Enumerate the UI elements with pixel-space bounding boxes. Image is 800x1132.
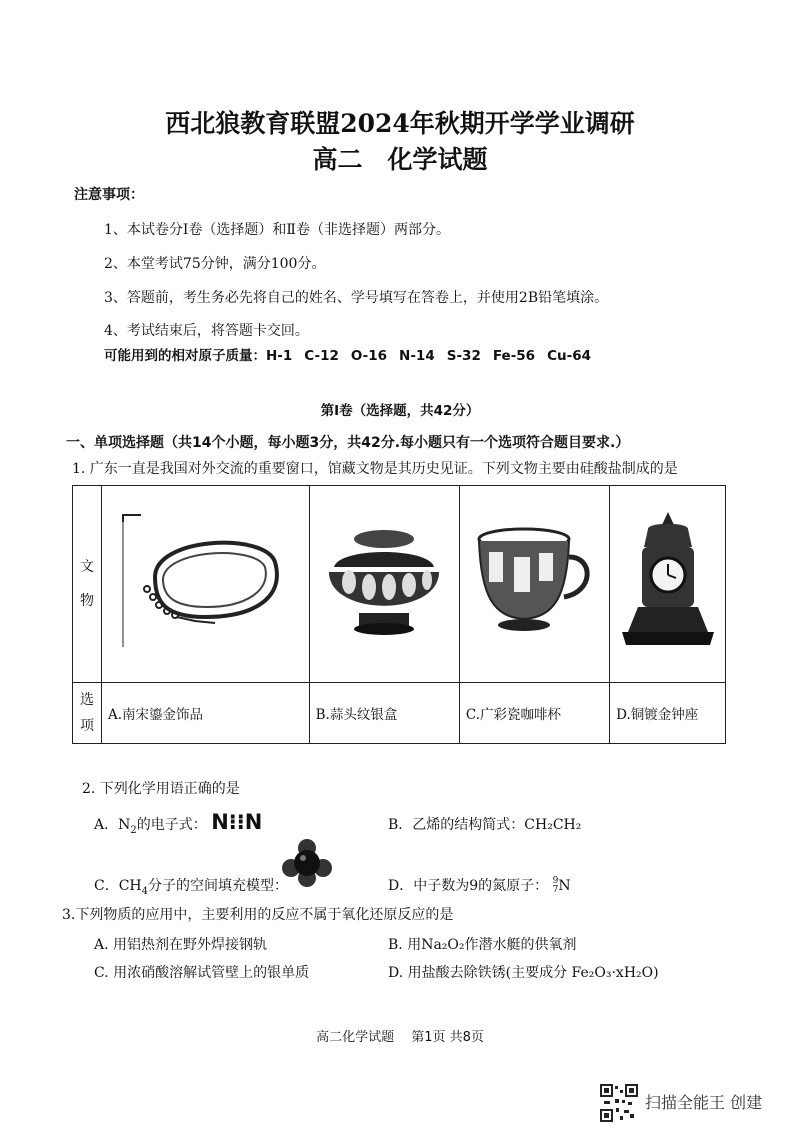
q1-option-b[interactable]: B.蒜头纹银盒 <box>309 683 459 744</box>
methane-model-icon <box>280 838 334 888</box>
q3-option-a[interactable]: A. 用铝热剂在野外焊接钢轨 <box>94 937 268 953</box>
atomic-masses <box>104 344 603 364</box>
note-item-4: 4、考试结束后，将答题卡交回。 <box>104 323 309 339</box>
q1-option-d[interactable]: D.铜镀金钟座 <box>610 683 726 744</box>
atomic-masses-label: 可能用到的相对原子质量： <box>104 348 266 364</box>
atomic-mass-c: C-12 <box>304 348 339 364</box>
relic-row-label <box>73 486 102 683</box>
nuclide-mass-number: 9 <box>552 876 559 886</box>
note-item-1: 1、本试卷分Ⅰ卷（选择题）和Ⅱ卷（非选择题）两部分。 <box>104 222 450 238</box>
atomic-mass-cu: Cu-64 <box>547 348 592 364</box>
page-footer: 高二化学试题 第1页 共8页 <box>316 1030 484 1045</box>
atomic-mass-n: N-14 <box>399 348 435 364</box>
q2-stem: 2. 下列化学用语正确的是 <box>82 781 240 797</box>
relic-image-a <box>102 486 310 683</box>
atomic-mass-fe: Fe-56 <box>492 348 536 364</box>
nitrogen-electron-formula: N⁝⁝N <box>211 810 263 834</box>
exam-title: 西北狼教育联盟2024年秋期开学学业调研 <box>165 109 635 138</box>
nuclide-symbol: N <box>558 878 571 894</box>
exam-subtitle: 高二 化学试题 <box>312 145 488 174</box>
q2-option-c[interactable] <box>94 875 288 897</box>
section-title: 一、单项选择题（共14个小题，每小题3分，共42分.每小题只有一个选项符合题目要求.） <box>66 435 630 451</box>
gold-ornament-icon <box>115 507 295 657</box>
nuclide-atomic-number: 7 <box>552 885 559 895</box>
q2-option-d[interactable] <box>388 875 571 895</box>
coffee-cup-icon <box>469 517 599 647</box>
silver-box-icon <box>319 517 449 647</box>
atomic-mass-o: O-16 <box>350 348 388 364</box>
atomic-mass-h: H-1 <box>266 348 293 364</box>
note-item-3: 3、答题前，考生务必先将自己的姓名、学号填写在答卷上，并使用2B铅笔填涂。 <box>104 290 609 306</box>
relic-image-d <box>610 486 726 683</box>
option-row-label-text: 选项 <box>80 692 94 734</box>
q1-option-c[interactable]: C.广彩瓷咖啡杯 <box>459 683 609 744</box>
relic-image-b <box>309 486 459 683</box>
q2-a-suffix: 的电子式： <box>136 817 207 833</box>
q2-option-a[interactable] <box>94 810 262 836</box>
part1-title: 第Ⅰ卷（选择题，共42分） <box>320 403 480 419</box>
atomic-mass-s: S-32 <box>446 348 481 364</box>
q3-option-b[interactable]: B. 用Na₂O₂作潜水艇的供氧剂 <box>388 937 577 953</box>
q3-option-c[interactable]: C. 用浓硝酸溶解试管壁上的银单质 <box>94 965 310 981</box>
qr-code-icon <box>600 1084 638 1122</box>
q3-option-d[interactable]: D. 用盐酸去除铁锈(主要成分 Fe₂O₃·xH₂O) <box>388 965 659 981</box>
q3-stem: 3.下列物质的应用中，主要利用的反应不属于氧化还原反应的是 <box>62 907 454 923</box>
q2-c-suffix: 分子的空间填充模型： <box>148 878 289 894</box>
q2-c-prefix: C．CH <box>94 878 142 894</box>
notes-heading: 注意事项： <box>74 187 144 203</box>
q1-option-a[interactable]: A.南宋鎏金饰品 <box>102 683 310 744</box>
note-item-2: 2、本堂考试75分钟，满分100分。 <box>104 256 326 272</box>
q1-relic-table <box>72 485 726 744</box>
q2-d-prefix: D．中子数为9的氮原子： <box>388 878 549 894</box>
relic-image-c <box>459 486 609 683</box>
q2-option-b[interactable]: B．乙烯的结构简式：CH₂CH₂ <box>388 817 582 833</box>
clock-stand-icon <box>618 507 718 657</box>
q1-stem: 1. 广东一直是我国对外交流的重要窗口，馆藏文物是其历史见证。下列文物主要由硅酸盐制成的是 <box>72 461 678 477</box>
option-row-label <box>73 683 102 744</box>
q2-c-sub: 4 <box>141 885 149 897</box>
q2-a-prefix: A．N <box>94 817 131 833</box>
relic-row-label-text: 文物 <box>80 559 94 609</box>
scanner-watermark: 扫描全能王 创建 <box>645 1093 763 1112</box>
q2-a-sub: 2 <box>130 824 137 836</box>
